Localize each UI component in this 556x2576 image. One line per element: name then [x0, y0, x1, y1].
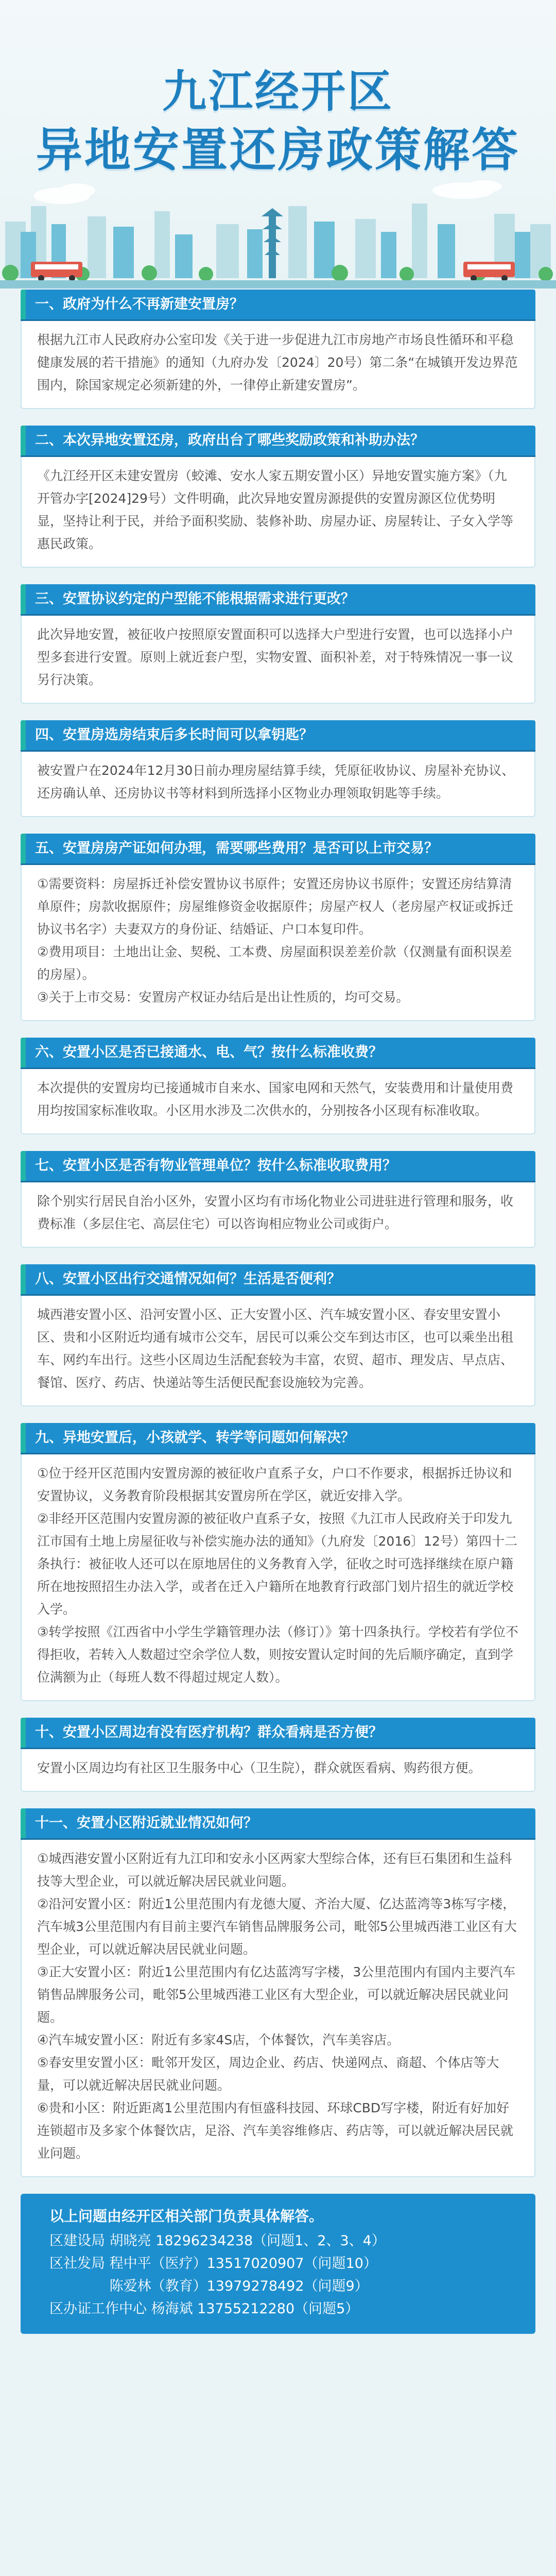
answer-body	[21, 1294, 535, 1406]
bus-icon	[463, 262, 515, 281]
answer-paragraph: ①位于经开区范围内安置房源的被征收户直系子女，户口不作要求，根据拆迁协议和安置协议，义务教育阶段根据其安置房所在学区，就近安排入学。	[37, 1466, 512, 1503]
question-heading: 六、安置小区是否已接通水、电、气？按什么标准收费？	[21, 1038, 535, 1067]
answer-body	[21, 455, 535, 568]
answer-paragraph: 《九江经开区未建安置房（蛟滩、安水人家五期安置小区）异地安置实施方案》（九开管办字[2024]29号）文件明确，此次异地安置房源提供的安置房源区位优势明显，坚持让利于民，并给予面积奖励、装修补助、房屋办证、房屋转让、子女入学等惠民政策。	[37, 468, 514, 551]
question-heading: 四、安置房选房结束后多长时间可以拿钥匙？	[21, 720, 535, 750]
contact-line: 区办证工作中心 杨海斌 13755212280（问题5）	[49, 2301, 359, 2317]
question-heading: 九、异地安置后，小孩就学、转学等问题如何解决？	[21, 1423, 535, 1453]
question-heading: 一、政府为什么不再新建安置房？	[21, 290, 535, 319]
cloud-icon	[33, 180, 502, 204]
answer-body	[21, 614, 535, 704]
qa-section-11	[21, 1808, 535, 2177]
answer-paragraph: ④汽车城安置小区：附近有多家4S店，个体餐饮，汽车美容店。	[37, 2032, 400, 2047]
answer-paragraph: ③正大安置小区：附近1公里范围内有亿达蓝湾写字楼，3公里范围内有国内主要汽车销售品牌服务公司，毗邻5公里城西港工业区有大型企业，可以就近解决居民就业问题。	[37, 1964, 516, 2025]
page-title-line1: 九江经开区	[162, 66, 394, 117]
qa-section-6	[21, 1038, 535, 1134]
qa-section-9	[21, 1423, 535, 1701]
contact-box	[21, 2194, 535, 2334]
question-heading: 十、安置小区周边有没有医疗机构？群众看病是否方便？	[21, 1718, 535, 1748]
answer-paragraph: 除个别实行居民自治小区外，安置小区均有市场化物业公司进驻进行管理和服务，收费标准（多层住宅、高层住宅）可以咨询相应物业公司或街户。	[37, 1194, 514, 1231]
answer-paragraph: ⑥贵和小区：附近距离1公里范围内有恒盛科技园、环球CBD写字楼，附近有好加好连锁超市及多家个体餐饮店，足浴、汽车美容维修店、药店等，可以就近解决居民就业问题。	[37, 2100, 514, 2161]
page-header	[0, 0, 556, 289]
qa-section-7	[21, 1151, 535, 1248]
answer-paragraph: 安置小区周边均有社区卫生服务中心（卫生院），群众就医看病、购药很方便。	[37, 1760, 481, 1775]
answer-body	[21, 1453, 535, 1701]
answer-body	[21, 319, 535, 409]
answer-paragraph: ②费用项目：土地出让金、契税、工本费、房屋面积误差差价款（仅测量有面积误差的房屋）。	[37, 944, 512, 982]
qa-section-10	[21, 1718, 535, 1792]
answer-paragraph: ⑤春安里安置小区：毗邻开发区，周边企业、药店、快递网点、商超、个体店等大量，可以就近解决居民就业问题。	[37, 2055, 499, 2093]
contact-line: 陈爱林（教育）13979278492（问题9）	[49, 2278, 369, 2294]
question-heading: 五、安置房房产证如何办理，需要哪些费用？是否可以上市交易？	[21, 834, 535, 863]
qa-section-3	[21, 584, 535, 704]
answer-paragraph: ②非经开区范围内安置房源的被征收户直系子女，按照《九江市人民政府关于印发九江市国有土地上房屋征收与补偿实施办法的通知》（九府发〔2016〕12号）第四十二条执行：被征收人还可以在原地居住的义务教育入学，征收之时可选择继续在原户籍所在地按照招生办法入学，或者在迁入户籍所在地教育行政部门划片招生的就近学校入学。	[37, 1511, 517, 1617]
answer-paragraph: ③转学按照《江西省中小学生学籍管理办法（修订）》第十四条执行。学校若有学位不得拒收，若转入人数超过空余学位人数，则按安置认定时间的先后顺序确定，直到学位满额为止（每班人数不得超过规定人数）。	[37, 1624, 518, 1685]
answer-body	[21, 1181, 535, 1248]
answer-paragraph: 根据九江市人民政府办公室印发《关于进一步促进九江市房地产市场良性循环和平稳健康发展的若干措施》的通知（九府办发〔2024〕20号）第二条“在城镇开发边界范围内，除国家规定必须新建的外，一律停止新建安置房”。	[37, 332, 518, 393]
qa-list	[21, 290, 535, 2334]
qa-section-5	[21, 834, 535, 1021]
answer-paragraph: ③关于上市交易：安置房产权证办结后是出让性质的，均可交易。	[37, 990, 409, 1005]
answer-paragraph: 此次异地安置，被征收户按照原安置面积可以选择大户型进行安置，也可以选择小户型多套进行安置。原则上就近套户型，实物安置、面积补差，对于特殊情况一事一议另行决策。	[37, 627, 514, 687]
qa-section-1	[21, 290, 535, 409]
answer-body	[21, 750, 535, 817]
answer-paragraph: ②沿河安置小区：附近1公里范围内有龙德大厦、齐治大厦、亿达蓝湾等3栋写字楼，汽车城3公里范围内有目前主要汽车销售品牌服务公司，毗邻5公里城西港工业区有大型企业，可以就近解决居民就业问题。	[37, 1896, 517, 1957]
contact-line: 区社发局 程中平（医疗）13517020907（问题10）	[49, 2256, 377, 2272]
question-heading: 八、安置小区出行交通情况如何？生活是否便利？	[21, 1264, 535, 1294]
question-heading: 十一、安置小区附近就业情况如何？	[21, 1808, 535, 1838]
question-heading: 二、本次异地安置还房，政府出台了哪些奖励政策和补助办法？	[21, 426, 535, 455]
answer-paragraph: ①城西港安置小区附近有九江印和安永小区两家大型综合体，还有巨石集团和生益科技等大型企业，可以就近解决居民就业问题。	[37, 1851, 512, 1889]
question-heading: 三、安置协议约定的户型能不能根据需求进行更改？	[21, 584, 535, 614]
contact-line: 区建设局 胡晓亮 18296234238（问题1、2、3、4）	[49, 2233, 386, 2249]
qa-section-8	[21, 1264, 535, 1406]
answer-paragraph: 城西港安置小区、沿河安置小区、正大安置小区、汽车城安置小区、春安里安置小区、贵和小区附近均通有城市公交车，居民可以乘公交车到达市区，也可以乘坐出租车、网约车出行。这些小区周边生活配套较为丰富，农贸、超市、理发店、早点店、餐馆、医疗、药店、快递站等生活便民配套设施较为完善。	[37, 1307, 514, 1390]
qa-section-4	[21, 720, 535, 817]
answer-paragraph: 被安置户在2024年12月30日前办理房屋结算手续，凭原征收协议、房屋补充协议、还房确认单、还房协议书等材料到所选择小区物业办理领取钥匙等手续。	[37, 763, 515, 801]
city-skyline-illustration	[0, 175, 556, 289]
page-title-line2: 异地安置还房政策解答	[36, 123, 520, 177]
contact-title: 以上问题由经开区相关部门负责具体解答。	[49, 2208, 324, 2225]
answer-body	[21, 863, 535, 1021]
answer-paragraph: ①需要资料：房屋拆迁补偿安置协议书原件；安置还房协议书原件；安置还房结算清单原件；房款收据原件；房屋维修资金收据原件；房屋产权人（老房屋产权证或拆迁协议书名字）夫妻双方的身份证、结婚证、户口本复印件。	[37, 876, 514, 937]
answer-body	[21, 1838, 535, 2177]
answer-body	[21, 1067, 535, 1134]
pagoda-icon	[262, 208, 283, 278]
answer-body	[21, 1748, 535, 1792]
question-heading: 七、安置小区是否有物业管理单位？按什么标准收取费用？	[21, 1151, 535, 1181]
bus-icon	[31, 262, 82, 281]
answer-paragraph: 本次提供的安置房均已接通城市自来水、国家电网和天然气，安装费用和计量使用费用均按国家标准收取。小区用水涉及二次供水的，分别按各小区现有标准收取。	[37, 1080, 514, 1118]
qa-section-2	[21, 426, 535, 568]
